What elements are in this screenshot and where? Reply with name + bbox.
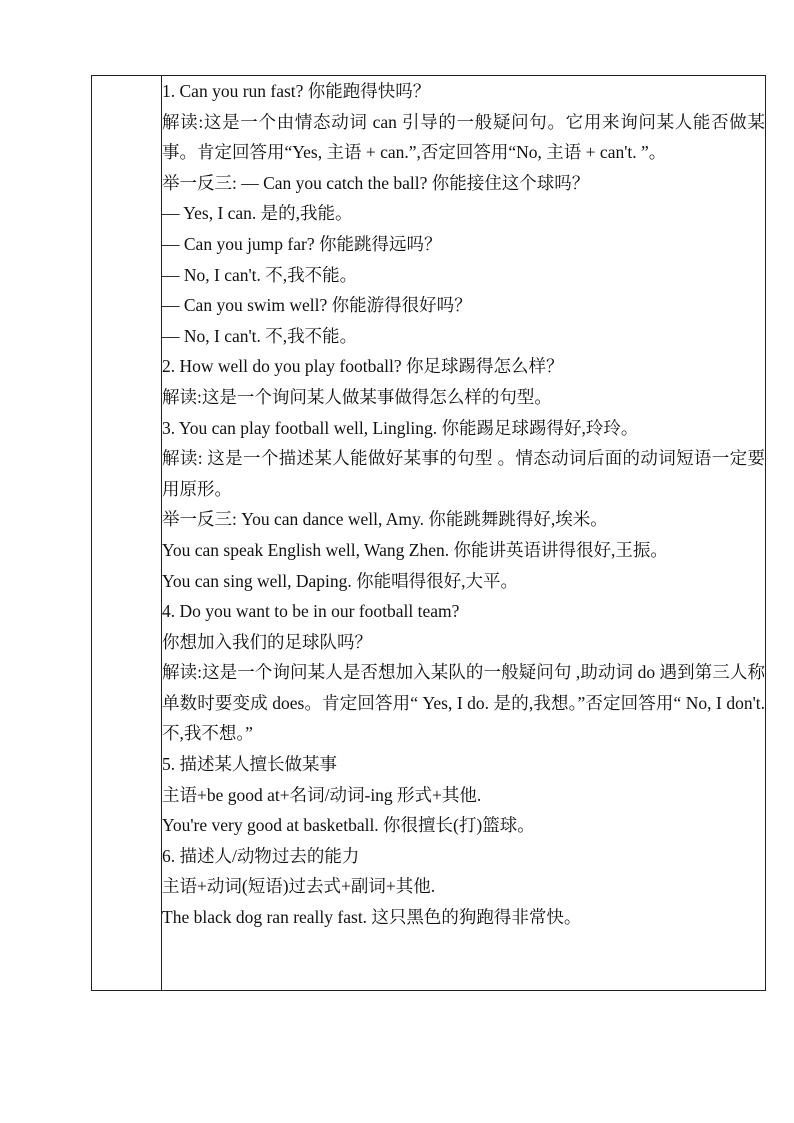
text-line: 主语+动词(短语)过去式+副词+其他. [162,876,436,897]
text-line: — No, I can't. 不,我不能。 [162,264,358,285]
text-line: 解读: 这是一个描述某人能做好某事的句型 。情态动词后面的动词短语一定要用原形。 [162,448,765,499]
text-line: 6. 描述人/动物过去的能力 [162,845,360,866]
text-line: — No, I can't. 不,我不能。 [162,325,358,346]
text-line: 解读:这是一个询问某人是否想加入某队的一般疑问句 ,助动词 do 遇到第三人称单数时要变成 does。肯定回答用“ Yes, I do. 是的,我想。”否定回答用“ No, I don't. 不,我不想。” [162,662,765,744]
text-line: You can speak English well, Wang Zhen. 你能讲英语讲得很好,王振。 [162,539,668,560]
text-line: 主语+be good at+名词/动词-ing 形式+其他. [162,784,482,805]
text-line: 举一反三: — Can you catch the ball? 你能接住这个球吗？ [162,172,590,193]
text-line: — Can you jump far? 你能跳得远吗？ [162,233,442,254]
text-line: — Can you swim well? 你能游得很好吗？ [162,295,472,316]
text-line: 5. 描述某人擅长做某事 [162,754,337,775]
text-line: The black dog ran really fast. 这只黑色的狗跑得非常快。 [162,907,582,928]
text-line: 2. How well do you play football? 你足球踢得怎么样？ [162,356,564,377]
text-line: 举一反三: You can dance well, Amy. 你能跳舞跳得好,埃米。 [162,509,608,530]
text-line: You can sing well, Daping. 你能唱得很好,大平。 [162,570,518,591]
text-line: 解读:这是一个询问某人做某事做得怎么样的句型。 [162,386,552,407]
grammar-table [91,75,766,991]
table-row [92,76,766,991]
content-cell [162,76,766,991]
text-line: 3. You can play football well, Lingling. 你能踢足球踢得好,玲玲。 [162,417,639,438]
text-line: 你想加入我们的足球队吗？ [162,631,372,652]
text-line: 1. Can you run fast? 你能跑得快吗？ [162,81,431,101]
text-line: 4. Do you want to be in our football team? [162,601,460,622]
section-label-cell [92,76,162,991]
text-line: — Yes, I can. 是的,我能。 [162,203,353,224]
text-line: You're very good at basketball. 你很擅长(打)篮球。 [162,815,535,836]
text-line: 解读:这是一个由情态动词 can 引导的一般疑问句。它用来询问某人能否做某事。肯定回答用“Yes, 主语 + can.”,否定回答用“No, 主语 + can't. ”。 [162,111,765,163]
